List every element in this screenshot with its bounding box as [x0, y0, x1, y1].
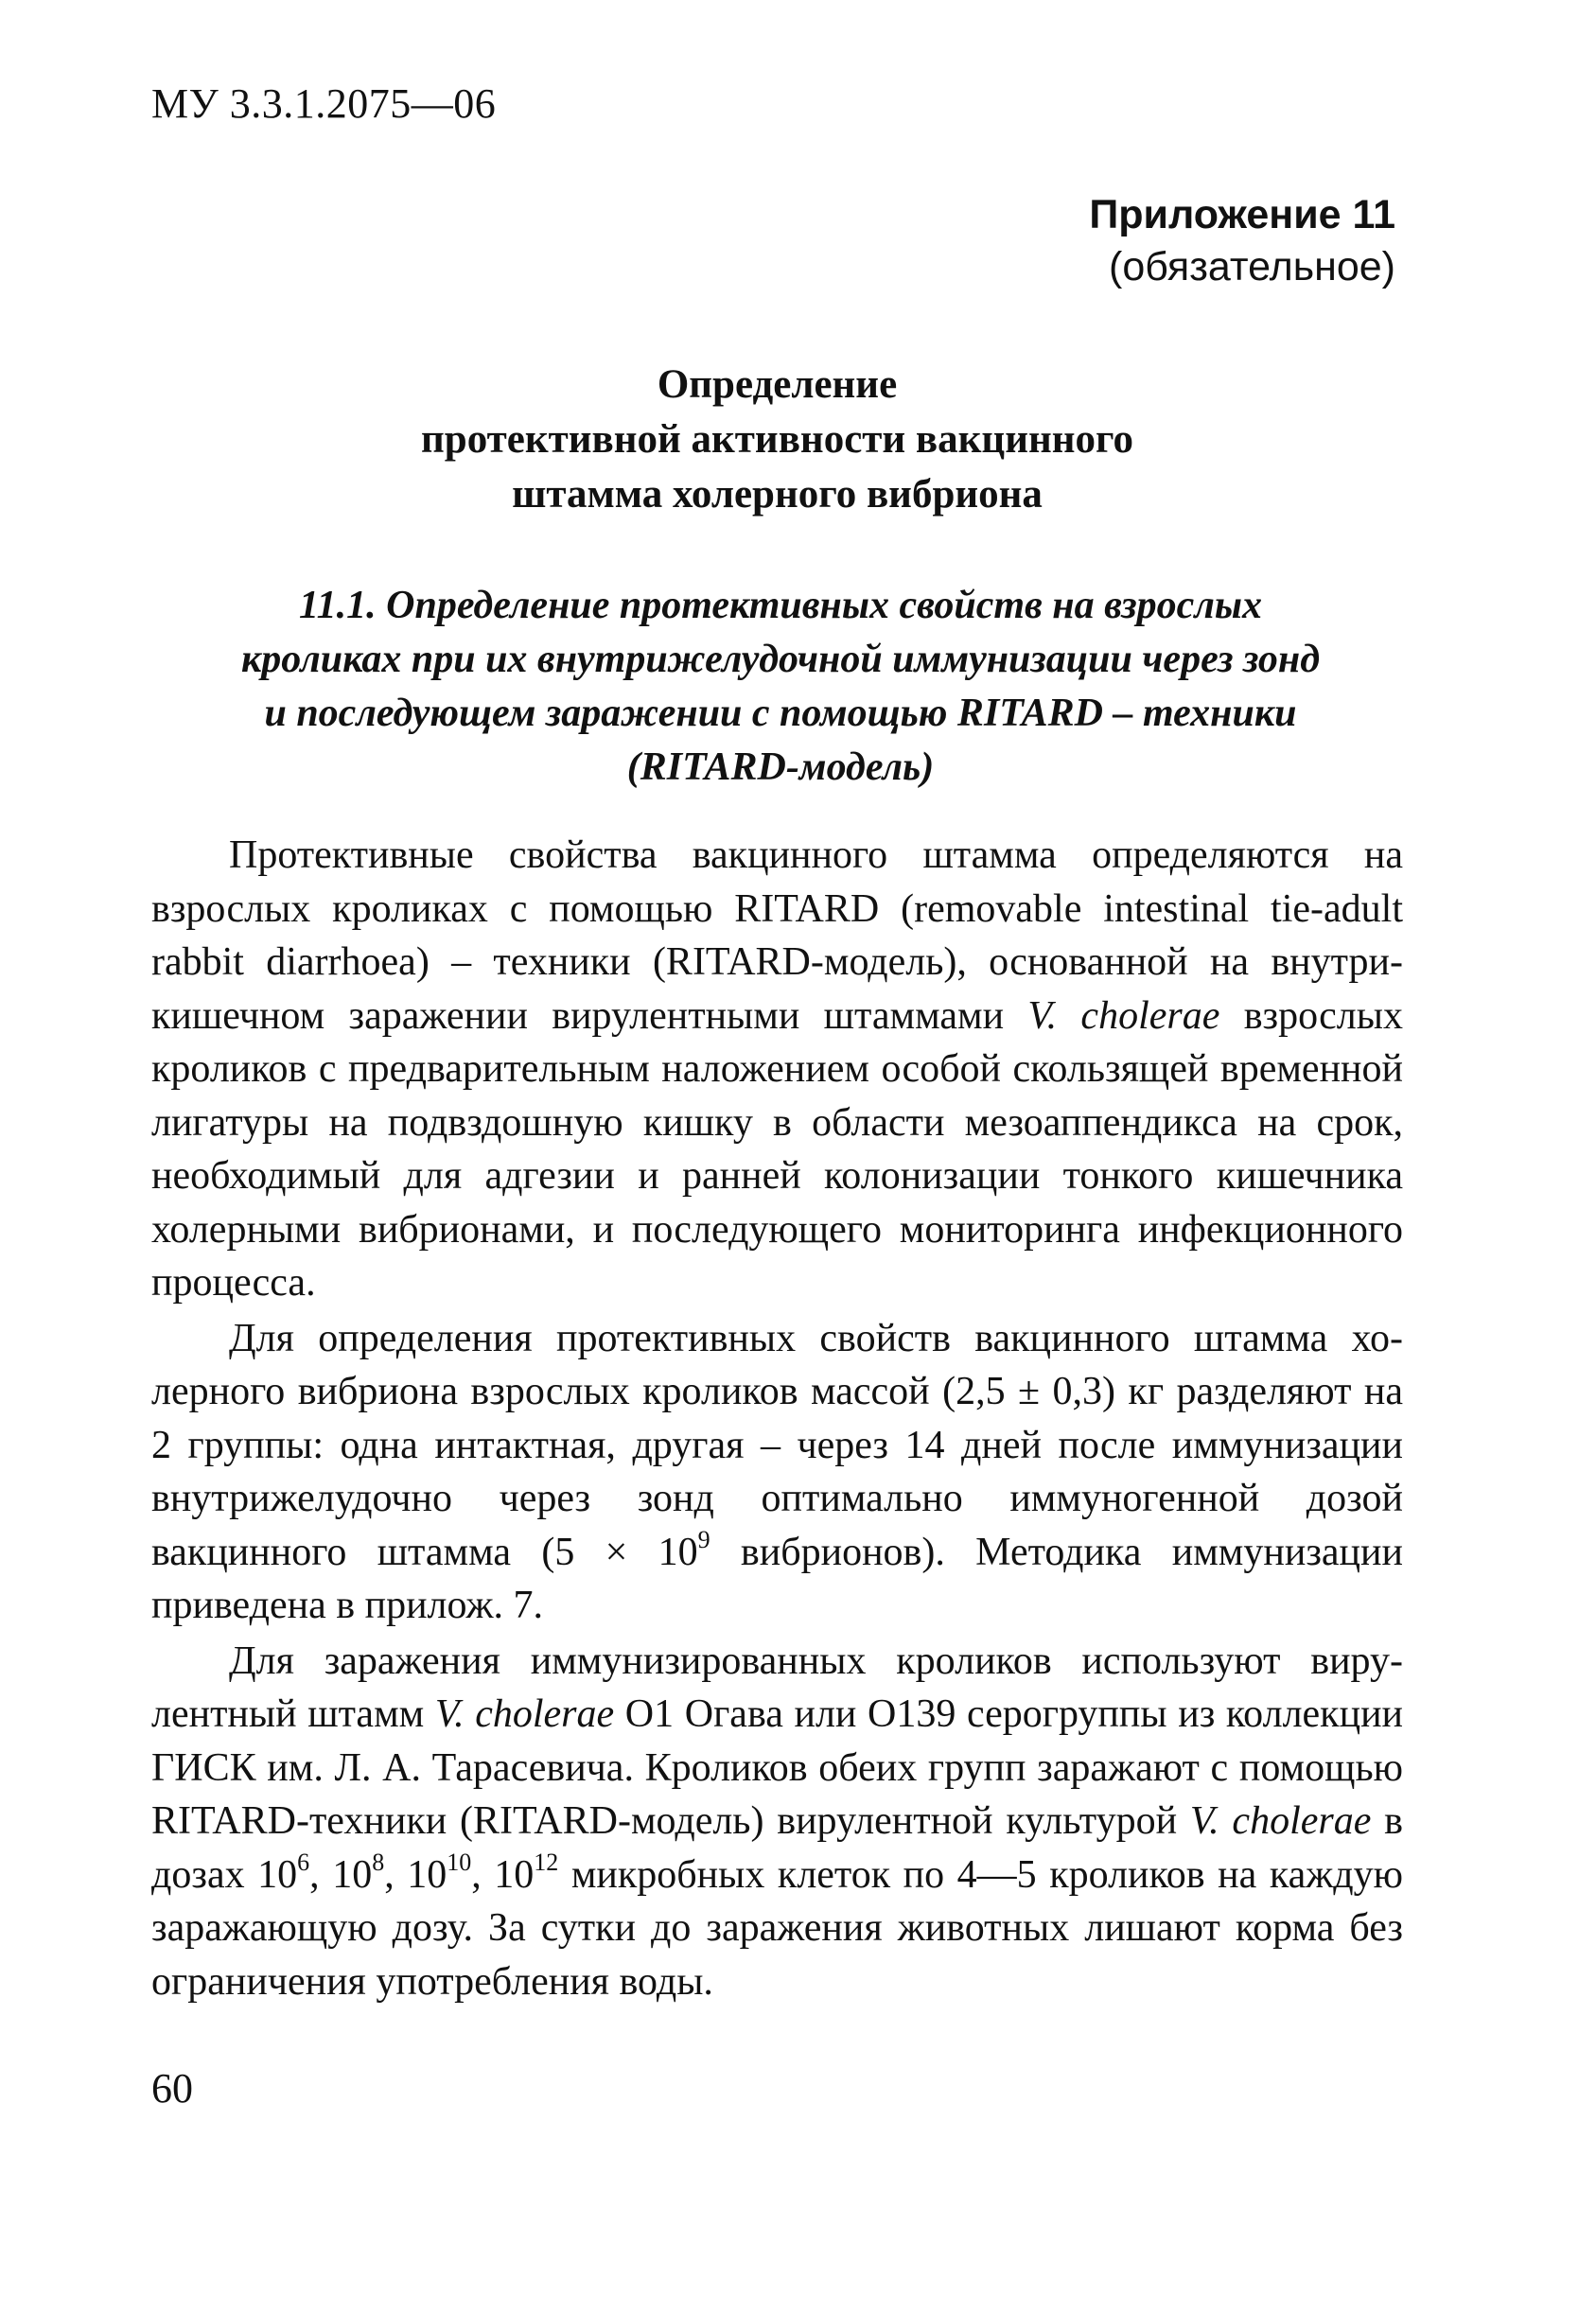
text-run: , 10 — [471, 1852, 535, 1897]
text-run: в дозах 10 — [151, 1799, 1404, 1897]
species-name: V. cholerae — [434, 1692, 615, 1736]
title-line: протективной активности вакцинного — [421, 417, 1133, 462]
text-run: , 10 — [309, 1852, 373, 1897]
text-run: вибрионов). Методика иммунизации приведена в прилож. 7. — [151, 1530, 1403, 1627]
title-line: штамма холерного вибриона — [512, 472, 1043, 517]
page-number: 60 — [151, 2065, 193, 2111]
species-name: V. cholerae — [1027, 993, 1220, 1038]
document-code: МУ 3.3.1.2075—06 — [151, 80, 497, 127]
text-run: Для определения протективных свойств вакцинного штамма холерного вибриона взрослых кроликов массой (2,5 ± 0,3) кг разделяют на 2 группы: одна интактная, другая – через 14 дней после иммунизации внутрижелудочно через зонд оптимально иммуногенной дозой вакцинного штамма (5 × 10 — [151, 1316, 1403, 1574]
section-heading-line: и последующем заражении с помощью RITARD – техники — [264, 692, 1297, 735]
appendix-label — [1089, 189, 1395, 293]
body-text — [151, 829, 1403, 2010]
paragraph — [151, 1312, 1403, 1633]
text-run: O1 Огава или O139 серогруппы из коллекции ГИСК им. Л. А. Тарасевича. Кроликов обеих групп заражают с помощью RITARD-техники (RITARD-модель) вирулентной культурой — [151, 1692, 1404, 1843]
text-run: Протективные свойства вакцинного штамма определяются на взрослых кроликах с помощью RITARD (removable intestinal tie-adult rabbit diarrhoea) – техники (RITARD-модель), основанной на внутрикишечном заражении вирулентными штаммами — [151, 833, 1403, 1038]
text-run: , 10 — [384, 1852, 447, 1897]
paragraph — [151, 829, 1403, 1310]
exponent: 8 — [372, 1848, 385, 1876]
exponent: 6 — [297, 1848, 310, 1876]
text-run: взрослых кроликов с предварительным наложением особой скользящей временной лигатуры на подвздошную кишку в области мезоаппендикса на срок, необходимый для адгезии и ранней колонизации тонкого кишечника холерными вибрионами, и последующего мониторинга инфекционного процесса. — [151, 993, 1403, 1305]
text-run: Для заражения иммунизированных кроликов используют вирулентный штамм — [151, 1638, 1403, 1736]
exponent: 9 — [697, 1525, 710, 1553]
species-name: V. cholerae — [1189, 1799, 1372, 1843]
section-heading-line: кроликах при их внутрижелудочной иммунизации через зонд — [240, 638, 1321, 681]
exponent: 12 — [534, 1848, 559, 1876]
section-heading — [189, 579, 1372, 795]
section-heading-line: (RITARD-модель) — [626, 745, 935, 789]
appendix-number: Приложение 11 — [1089, 192, 1395, 237]
document-title — [151, 358, 1403, 522]
section-heading-line: 11.1. Определение протективных свойств на взрослых — [298, 584, 1263, 627]
appendix-kind: (обязательное) — [1109, 244, 1395, 289]
paragraph — [151, 1635, 1403, 2009]
title-line: Определение — [657, 362, 898, 407]
exponent: 10 — [447, 1848, 472, 1876]
text-run: микробных клеток по 4—5 кроликов на каждую заражающую дозу. За сутки до заражения животных лишают корма без ограничения употребления воды. — [151, 1852, 1404, 2004]
